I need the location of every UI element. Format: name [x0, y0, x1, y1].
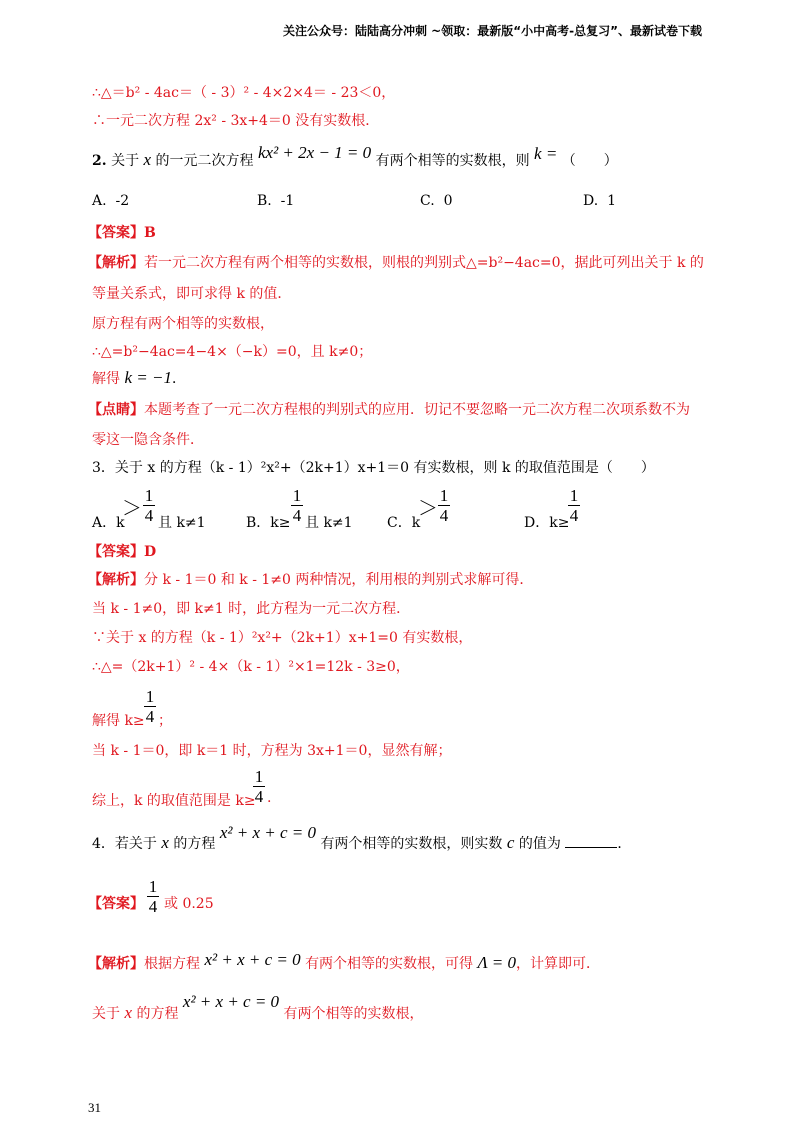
q2-analysis-tag: 【解析】	[88, 255, 144, 271]
q3-option-a-tail: 且 k≠1	[158, 515, 206, 531]
q4-analysis-1a: 根据方程	[144, 956, 200, 972]
q4-answer-post: 或 0.25	[164, 896, 214, 912]
q4-analysis-1-eq: x² + x + c = 0	[204, 950, 301, 969]
q3-analysis-4: ∴△=（2k+1）² - 4×（k - 1）²×1=12k - 3≥0，	[92, 659, 410, 675]
q2-option-d-label: D.	[583, 193, 599, 209]
q2-option-b-label: B.	[257, 193, 272, 209]
q4-analysis-2c: 有两个相等的实数根，	[283, 1006, 424, 1022]
q2-option-c-label: C.	[420, 193, 435, 209]
q2-analysis-5-post: ．	[171, 371, 186, 387]
q3-option-c-rel: ＞	[418, 496, 438, 520]
q2-analysis-1-text: 若一元二次方程有两个相等的实数根，则根的判别式△=b²−4ac=0，据此可列出关于 k 的	[144, 255, 704, 271]
q4-answer-tag: 【答案】	[88, 896, 144, 912]
q4-analysis-1-delta: Λ = 0	[477, 953, 516, 972]
q2-option-a-value: -2	[115, 193, 130, 209]
q3-option-b-den: 4	[292, 506, 302, 525]
q4-analysis-2-eq: x² + x + c = 0	[182, 992, 280, 1011]
q3-answer-tag: 【答案】	[88, 544, 144, 560]
q3-analysis-5-frac	[144, 688, 156, 725]
q3-option-a-label: A．k	[92, 515, 125, 531]
q2-stem	[92, 143, 618, 170]
q3-analysis-1	[88, 569, 533, 589]
q3-analysis-7: 综上，k 的取值范围是 k≥	[92, 793, 256, 809]
q4-answer-frac	[147, 878, 159, 915]
page-number: 31	[88, 1100, 101, 1115]
q4-analysis-1c: ，计算即可．	[515, 956, 600, 972]
q2-comment-tag: 【点睛】	[88, 402, 144, 418]
q2-analysis-5-pre: 解得	[92, 371, 120, 387]
q3-analysis-7-frac	[253, 768, 265, 805]
q3-analysis-5-num: 1	[145, 687, 155, 706]
q4-stem	[92, 823, 632, 853]
q3-stem: 3．关于 x 的方程（k - 1）²x²+（2k+1）x+1＝0 有实数根，则 k 的取值范围是（ ）	[92, 460, 655, 476]
q4-var-c: c	[506, 833, 515, 852]
q3-option-b-tail: 且 k≠1	[305, 515, 353, 531]
q3-analysis-7-post: .	[267, 790, 272, 806]
page-header: 关注公众号：陆陆高分冲刺 ~领取：最新版“小中高考-总复习”、最新试卷下载	[283, 24, 702, 38]
q4-stem-b: 的方程	[173, 836, 216, 852]
q2-analysis-1	[88, 252, 704, 272]
q2-comment-2: 零这一隐含条件．	[92, 432, 204, 448]
q3-option-d-den: 4	[569, 506, 579, 525]
q3-analysis-5: 解得 k≥	[92, 713, 145, 729]
q4-stem-c: 有两个相等的实数根，则实数	[320, 836, 503, 852]
q4-equation: x² + x + c = 0	[219, 823, 316, 842]
q2-answer-tag: 【答案】	[88, 225, 144, 241]
q4-analysis-1b: 有两个相等的实数根，可得	[305, 956, 474, 972]
q2-option-c	[420, 193, 453, 209]
q4-stem-a: 4．若关于	[92, 836, 157, 852]
q2-comment-1	[88, 399, 690, 419]
q3-analysis-2: 当 k - 1≠0，即 k≠1 时，此方程为一元二次方程．	[92, 601, 411, 617]
q3-analysis-tag: 【解析】	[88, 572, 144, 588]
prev-line-2: ∴一元二次方程 2x² - 3x+4＝0 没有实数根．	[92, 113, 380, 129]
q3-option-b-label: B．k≥	[246, 515, 291, 531]
q4-analysis-2b: 的方程	[136, 1006, 179, 1022]
q3-option-d-frac	[568, 487, 580, 524]
q2-option-d-value: 1	[607, 193, 617, 209]
q3-option-a-rel: ＞	[122, 496, 142, 520]
q4-answer-blank	[565, 837, 617, 848]
q3-answer	[88, 541, 156, 561]
q2-option-a-label: A.	[92, 193, 107, 209]
q4-analysis-tag: 【解析】	[88, 956, 144, 972]
q3-option-d-label: D．k≥	[524, 515, 570, 531]
q4-answer-num: 1	[148, 877, 158, 896]
q2-answer	[88, 222, 156, 242]
q4-analysis-1	[88, 950, 600, 973]
q2-stem-b: 的一元二次方程	[155, 153, 254, 169]
q2-option-b	[257, 193, 294, 209]
q3-analysis-5-post: ；	[158, 713, 172, 729]
q3-option-c-label: C．k	[387, 515, 421, 531]
q2-analysis-4: ∴△=b²−4ac=4−4×（−k）=0，且 k≠0；	[92, 344, 373, 360]
q4-var-x: x	[161, 833, 169, 852]
q3-analysis-7-num: 1	[254, 767, 264, 786]
q3-analysis-6: 当 k - 1＝0，即 k＝1 时，方程为 3x+1＝0，显然有解；	[92, 743, 452, 759]
q2-var-x: x	[143, 150, 152, 169]
q3-answer-value: D	[144, 544, 157, 560]
q3-analysis-3: ∵关于 x 的方程（k - 1）²x²+（2k+1）x+1=0 有实数根，	[92, 630, 473, 646]
q3-option-b-frac	[291, 487, 303, 524]
q2-number: 2.	[92, 153, 107, 169]
q4-analysis-2a: 关于	[92, 1006, 120, 1022]
q2-option-b-value: -1	[280, 193, 295, 209]
q3-option-a-frac	[143, 487, 155, 524]
q3-option-b-num: 1	[292, 486, 302, 505]
q3-option-d-num: 1	[569, 486, 579, 505]
q2-option-d	[583, 193, 616, 209]
q2-answer-value: B	[144, 225, 156, 241]
q3-option-c-den: 4	[439, 506, 449, 525]
q4-analysis-2-x: x	[124, 1003, 132, 1022]
q3-analysis-1-text: 分 k - 1＝0 和 k - 1≠0 两种情况，利用根的判别式求解可得．	[144, 572, 534, 588]
q2-paren: （ ）	[561, 153, 618, 169]
q2-analysis-3: 原方程有两个相等的实数根，	[92, 316, 274, 332]
q4-answer-den: 4	[148, 897, 158, 916]
q2-option-a	[92, 193, 129, 209]
q3-option-a-den: 4	[144, 506, 154, 525]
q2-comment-1-text: 本题考查了一元二次方程根的判别式的应用．切记不要忽略一元二次方程二次项系数不为	[144, 402, 690, 418]
q4-stem-end: ．	[617, 836, 632, 852]
prev-line-1: ∴△＝b² - 4ac＝（ - 3）² - 4×2×4＝ - 23＜0，	[92, 85, 396, 101]
q2-equation: kx² + 2x − 1 = 0	[257, 143, 372, 162]
q4-stem-d: 的值为	[518, 836, 561, 852]
q2-stem-c: 有两个相等的实数根，则	[375, 153, 530, 169]
q3-option-c-frac	[438, 487, 450, 524]
q3-analysis-7-den: 4	[254, 787, 264, 806]
q2-k-eq: k =	[534, 144, 558, 163]
q2-analysis-2: 等量关系式，即可求得 k 的值．	[92, 286, 292, 302]
q2-analysis-5-eq: k = −1	[124, 368, 172, 387]
q2-analysis-5	[92, 368, 186, 388]
q2-option-c-value: 0	[443, 193, 453, 209]
q3-option-a-num: 1	[144, 486, 154, 505]
q2-stem-a: 关于	[111, 153, 140, 169]
q3-analysis-5-den: 4	[145, 707, 155, 726]
q4-analysis-2	[92, 992, 424, 1023]
q3-option-c-num: 1	[439, 486, 449, 505]
